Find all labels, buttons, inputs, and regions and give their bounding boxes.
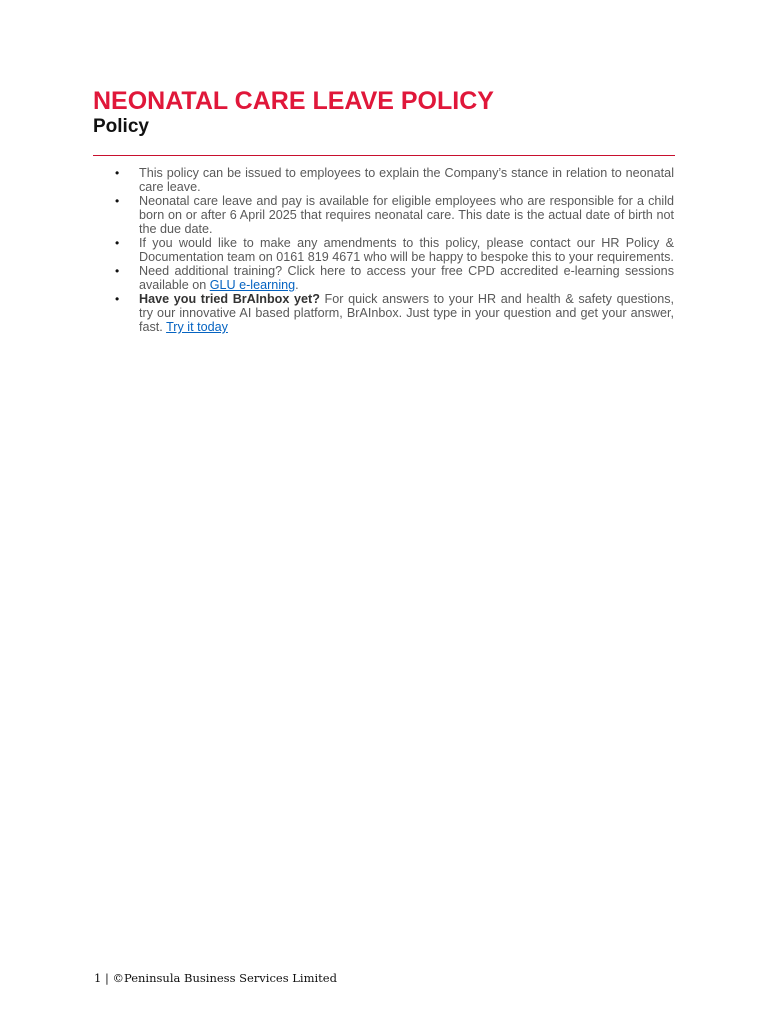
bullet-icon: • <box>115 194 120 208</box>
list-item-text: For quick answers to your HR and health & safety questions, try our innovative AI based platform, BrAInbox. Just type in your question and get your answer, fast. <box>139 292 674 334</box>
section-heading-policy: Policy <box>93 116 149 137</box>
bullet-icon: • <box>115 236 120 250</box>
list-item <box>115 236 674 264</box>
list-item-text: This policy can be issued to employees to explain the Company’s stance in relation to neonatal care leave. <box>139 166 674 194</box>
list-item <box>115 292 674 334</box>
list-item-text: Neonatal care leave and pay is available for eligible employees who are responsible for a child born on or after 6 April 2025 that requires neonatal care. This date is the actual date of birth not the due date. <box>139 194 674 236</box>
glu-elearning-link[interactable]: GLU e-learning <box>209 278 296 292</box>
list-item-text: . <box>295 278 299 292</box>
try-it-today-link[interactable]: Try it today <box>166 320 228 334</box>
list-item <box>115 166 674 194</box>
brainbox-question: Have you tried BrAInbox yet? <box>139 292 320 306</box>
list-item-text: Need additional training? Click here to access your free CPD accredited e-learning sessions available on <box>139 264 674 292</box>
bullet-icon: • <box>115 166 120 180</box>
page-title: NEONATAL CARE LEAVE POLICY <box>93 87 494 115</box>
title-divider <box>93 155 675 156</box>
list-item <box>115 264 674 292</box>
list-item <box>115 194 674 236</box>
page-footer: 1 | ©Peninsula Business Services Limited <box>94 971 337 985</box>
guidance-notes-list <box>115 166 674 334</box>
list-item-text: If you would like to make any amendments to this policy, please contact our HR Policy & Documentation team on 0161 819 4671 who will be happy to bespoke this to your requirements. <box>139 236 674 264</box>
bullet-icon: • <box>115 264 120 278</box>
bullet-icon: • <box>115 292 120 306</box>
